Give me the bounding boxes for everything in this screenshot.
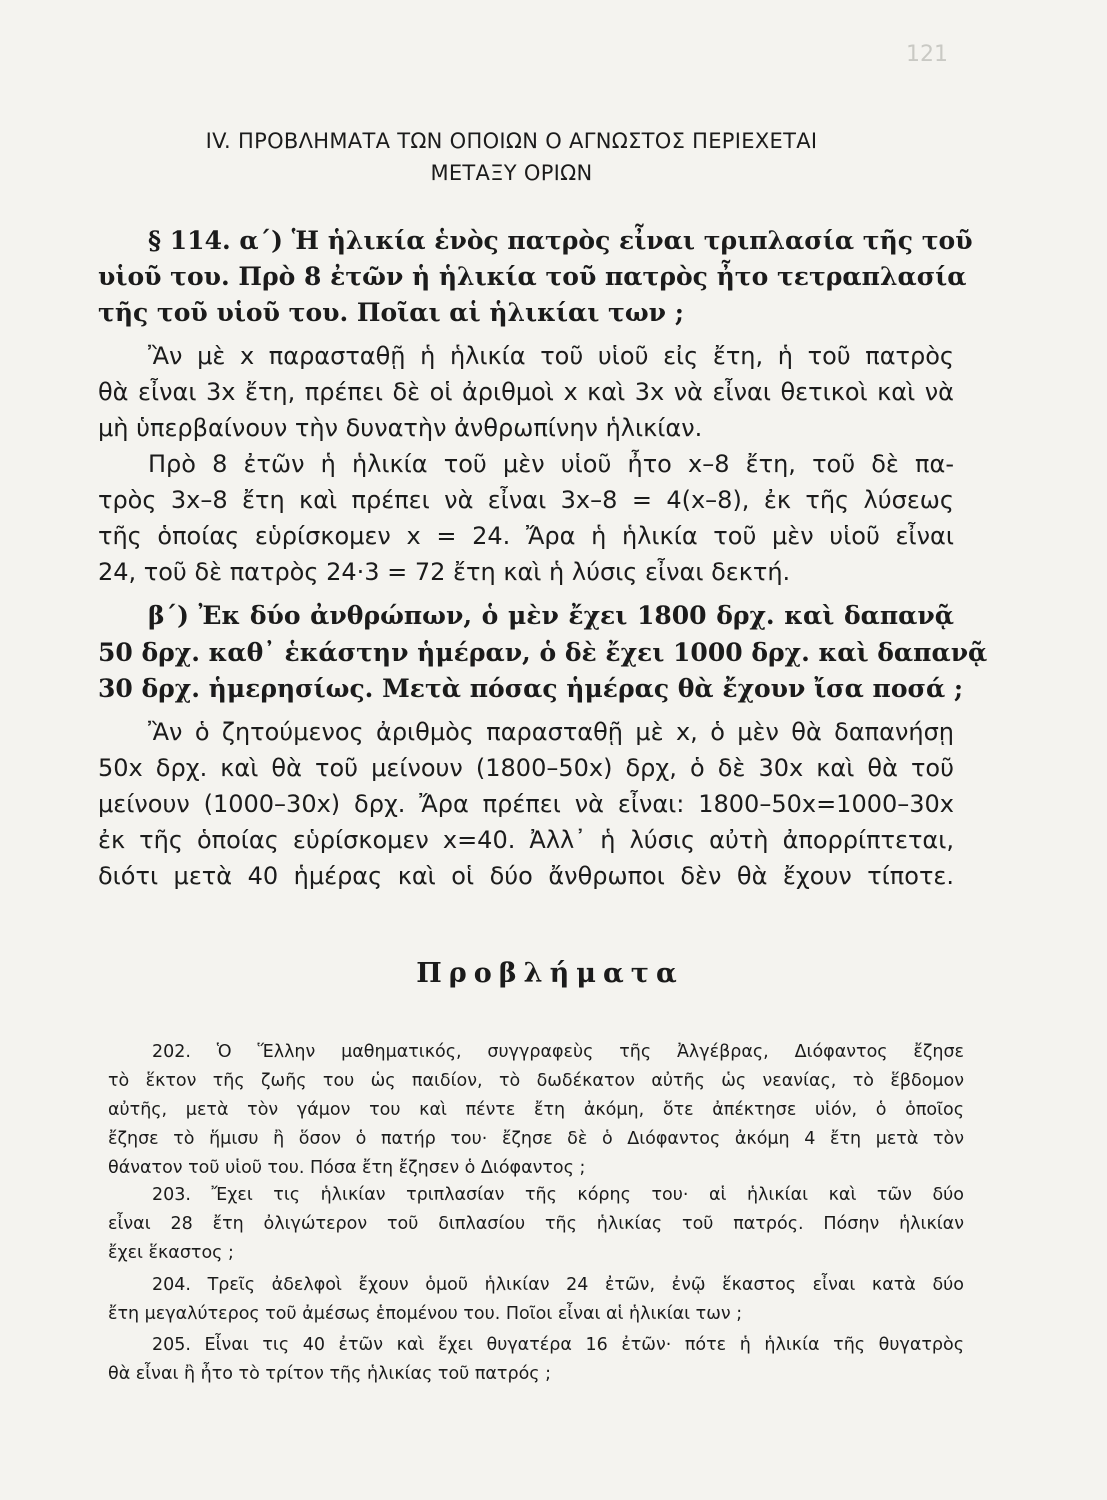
problem-202-line: θάνατον τοῦ υἱοῦ του. Πόσα ἔτη ἔζησεν ὁ Διόφαντος ; (108, 1158, 586, 1178)
problem-204-line: ἔτη μεγαλύτερος τοῦ ἀμέσως ἑπομένου του. Ποῖοι εἶναι αἱ ἡλικίαι των ; (108, 1304, 743, 1324)
section-b-statement-line: 30 δρχ. ἡμερησίως. Μετὰ πόσας ἡμέρας θὰ ἔχουν ἴσα ποσά ; (98, 674, 964, 703)
section-b-solution-line: διότι μετὰ 40 ἡμέρας καὶ οἱ δύο ἄνθρωποι δὲν θὰ ἔχουν τίποτε. (98, 862, 954, 890)
section-a-solution-line: τρὸς 3x–8 ἔτη καὶ πρέπει νὰ εἶναι 3x–8 = 4(x–8), ἐκ τῆς λύσεως (98, 486, 954, 514)
section-b-statement-line: β΄) Ἐκ δύο ἀνθρώπων, ὁ μὲν ἔχει 1800 δρχ. καὶ δαπανᾷ (148, 601, 954, 630)
section-a-solution-line: μὴ ὑπερβαίνουν τὴν δυνατὴν ἀνθρωπίνην ἡλικίαν. (98, 414, 703, 442)
section-a-solution-line: Πρὸ 8 ἐτῶν ἡ ἡλικία τοῦ μὲν υἱοῦ ἦτο x–8 ἔτη, τοῦ δὲ πα- (148, 450, 954, 478)
problem-205-line: 205. Εἶναι τις 40 ἐτῶν καὶ ἔχει θυγατέρα 16 ἐτῶν· πότε ἡ ἡλικία τῆς θυγατρὸς (152, 1335, 964, 1355)
page-number: 121 (906, 42, 948, 67)
problem-202-line: τὸ ἕκτον τῆς ζωῆς του ὡς παιδίον, τὸ δωδέκατον αὐτῆς ὡς νεανίας, τὸ ἕβδομον (108, 1071, 964, 1091)
section-a-solution-line: Ἂν μὲ x παρασταθῇ ἡ ἡλικία τοῦ υἱοῦ εἰς ἔτη, ἡ τοῦ πατρὸς (148, 342, 954, 370)
problem-202-line: 202. Ὁ Ἕλλην μαθηματικός, συγγραφεὺς τῆς Ἀλγέβρας, Διόφαντος ἔζησε (152, 1042, 964, 1062)
section-b-solution-line: ἐκ τῆς ὁποίας εὑρίσκομεν x=40. Ἀλλ᾽ ἡ λύσις αὐτὴ ἀπορρίπτεται, (98, 826, 954, 854)
section-a-solution-line: θὰ εἶναι 3x ἔτη, πρέπει δὲ οἱ ἀριθμοὶ x καὶ 3x νὰ εἶναι θετικοὶ καὶ νὰ (98, 378, 954, 406)
problem-202-line: ἔζησε τὸ ἥμισυ ἢ ὅσον ὁ πατήρ του· ἔζησε δὲ ὁ Διόφαντος ἀκόμη 4 ἔτη μετὰ τὸν (108, 1129, 964, 1149)
section-b-solution-line: 50x δρχ. καὶ θὰ τοῦ μείνουν (1800–50x) δρχ, ὁ δὲ 30x καὶ θὰ τοῦ (98, 754, 954, 782)
section-b-solution-line: μείνουν (1000–30x) δρχ. Ἄρα πρέπει νὰ εἶναι: 1800–50x=1000–30x (98, 790, 954, 818)
section-a-statement-line: υἱοῦ του. Πρὸ 8 ἐτῶν ἡ ἡλικία τοῦ πατρὸς ἦτο τετραπλασία (98, 262, 967, 291)
section-b-statement-line: 50 δρχ. καθ᾽ ἑκάστην ἡμέραν, ὁ δὲ ἔχει 1000 δρχ. καὶ δαπανᾷ (98, 638, 988, 667)
problem-205-line: θὰ εἶναι ἢ ἦτο τὸ τρίτον τῆς ἡλικίας τοῦ πατρός ; (108, 1364, 552, 1384)
problem-203-line: εἶναι 28 ἔτη ὀλιγώτερον τοῦ διπλασίου τῆς ἡλικίας τοῦ πατρός. Πόσην ἡλικίαν (108, 1214, 964, 1234)
section-a-solution-line: 24, τοῦ δὲ πατρὸς 24·3 = 72 ἔτη καὶ ἡ λύσις εἶναι δεκτή. (98, 558, 791, 586)
section-a-solution-line: τῆς ὁποίας εὑρίσκομεν x = 24. Ἄρα ἡ ἡλικία τοῦ μὲν υἱοῦ εἶναι (98, 522, 954, 550)
problem-202-line: αὐτῆς, μετὰ τὸν γάμον του καὶ πέντε ἔτη ἀκόμη, ὅτε ἀπέκτησε υἱόν, ὁ ὁποῖος (108, 1100, 964, 1120)
section-a-statement-line: § 114. α΄) Ἡ ἡλικία ἑνὸς πατρὸς εἶναι τριπλασία τῆς τοῦ (148, 226, 973, 255)
problems-title: Προβλήματα (416, 958, 684, 989)
section-a-statement-line: τῆς τοῦ υἱοῦ του. Ποῖαι αἱ ἡλικίαι των ; (98, 298, 684, 327)
section-b-solution-line: Ἂν ὁ ζητούμενος ἀριθμὸς παρασταθῇ μὲ x, ὁ μὲν θὰ δαπανήσῃ (148, 718, 954, 746)
problem-204-line: 204. Τρεῖς ἀδελφοὶ ἔχουν ὁμοῦ ἡλικίαν 24 ἐτῶν, ἐνῷ ἕκαστος εἶναι κατὰ δύο (152, 1275, 964, 1295)
chapter-heading-line-2: ΜΕΤΑΞΥ ΟΡΙΩΝ (430, 161, 593, 185)
problem-203-line: ἔχει ἕκαστος ; (108, 1243, 234, 1263)
problem-203-line: 203. Ἔχει τις ἡλικίαν τριπλασίαν τῆς κόρης του· αἱ ἡλικίαι καὶ τῶν δύο (152, 1185, 964, 1205)
chapter-heading-line-1: IV. ΠΡΟΒΛΗΜΑΤΑ ΤΩΝ ΟΠΟΙΩΝ Ο ΑΓΝΩΣΤΟΣ ΠΕΡΙΕΧΕΤΑΙ (205, 129, 818, 153)
